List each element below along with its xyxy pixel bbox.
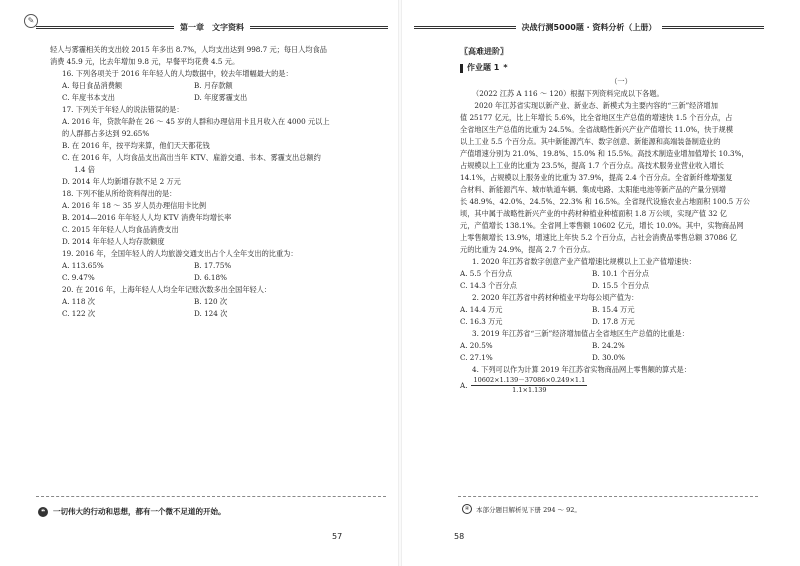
passage-line: 值 25177 亿元，比上年增长 5.6%，比全省地区生产总值的增速快 1.5 个百分点，占 — [460, 113, 733, 122]
source-line: （2022 江苏 A 116 ～ 120）根据下列资料完成以下各题。 — [472, 89, 664, 98]
option: B. 10.1 个百分点 — [592, 269, 649, 278]
book-title: 决战行测5000题 · 资料分析（上册） — [521, 22, 657, 32]
option: A. 2016 年，贷款年龄在 26 ～ 45 岁的人群和办理信用卡且月收入在 4000 元以上 — [62, 117, 330, 126]
option: D. 6.18% — [194, 273, 227, 282]
passage-line: 以上工业 5.5 个百分点。其中新能源汽车、数字创意、新能源和高端装备制造业的 — [460, 137, 721, 146]
question-17-stem: 17. 下列关于年轻人的说法错误的是： — [62, 105, 184, 114]
question-4-stem: 4. 下列可以作为计算 2019 年江苏省实物商品网上零售额的算式是： — [472, 365, 691, 374]
passage-line: 全省地区生产总值的比重为 24.5%。全省战略性新兴产业产值增长 11.0%，快于规模 — [460, 125, 734, 134]
question-18-stem: 18. 下列不能从所给资料得出的是： — [62, 189, 177, 198]
task-title — [460, 62, 782, 74]
motto — [38, 506, 226, 517]
option: B. 15.4 万元 — [592, 305, 635, 314]
passage — [460, 100, 782, 256]
question-4-option-a — [460, 376, 587, 395]
question-1-options — [460, 268, 782, 292]
section-title — [460, 46, 508, 58]
option: A. 2016 年 18 ～ 35 岁人员办理信用卡比例 — [62, 201, 207, 210]
intro-line: 消费 45.9 元，比去年增加 9.8 元，早餐平均花费 4.5 元。 — [50, 57, 240, 66]
option: D. 30.0% — [592, 353, 625, 362]
option: D. 124 次 — [194, 309, 228, 318]
page-number: 58 — [454, 532, 465, 541]
option: C. 122 次 — [62, 309, 96, 318]
passage-line: 产值增速分别为 21.0%、19.8%、15.0% 和 15.5%。高技术制造业增加值增长 10.3%， — [460, 149, 749, 158]
left-body — [50, 44, 380, 320]
question-17-options — [50, 116, 380, 188]
denominator: 1.1×1.139 — [512, 386, 547, 394]
option-continued: 的人群都占多达到 92.65% — [62, 129, 150, 138]
footer-divider — [36, 496, 386, 497]
option: C. 9.47% — [62, 273, 95, 282]
passage-line: 上零售额增长 13.9%，增速比上年快 5.2 个百分点，占社会消费品零售总额 37086 亿 — [460, 233, 737, 242]
option: A. 5.5 个百分点 — [460, 269, 513, 278]
passage-line: 14.1%，占规模以上服务业的比重为 37.9%，提高 2.4 个百分点。全省新纤维增强复 — [460, 173, 733, 182]
passage-line: 占规模以上工业的比重为 23.5%，提高 1.7 个百分点。高技术服务业营业收入增长 — [460, 161, 724, 170]
option: B. 120 次 — [194, 297, 228, 306]
bracket-open: 〖 — [460, 47, 468, 56]
bracket-close: 〗 — [500, 47, 508, 56]
option: C. 27.1% — [460, 353, 493, 362]
question-3-options — [460, 340, 782, 364]
option: B. 24.2% — [592, 341, 625, 350]
page-number: 57 — [332, 532, 343, 541]
fraction — [471, 376, 587, 395]
question-1-stem: 1. 2020 年江苏省数字创意产业产值增速比规模以上工业产值增速快： — [472, 257, 696, 266]
quote-icon: ❝ — [38, 507, 48, 517]
motto-text: 一切伟大的行动和思想，都有一个微不足道的开始。 — [53, 507, 226, 516]
passage-line: 长 48.9%、42.0%、24.5%、22.3% 和 16.5%。全省现代设施农业占地面积 100.5 万公 — [460, 197, 750, 206]
option: A. 113.65% — [62, 261, 104, 270]
option: B. 17.75% — [194, 261, 232, 270]
question-20-options — [50, 296, 380, 320]
intro-line: 轻人与雾霾相关的支出较 2015 年多出 8.7%，人均支出达到 998.7 元；每日人均食品 — [50, 45, 327, 54]
question-18-options — [50, 200, 380, 248]
chapter-title: 第一章 文字资料 — [180, 22, 244, 32]
footer-divider — [458, 496, 758, 497]
option: A. 118 次 — [62, 297, 95, 306]
option: A. 每日食品消费额 — [62, 81, 123, 90]
numerator: 10602×1.139－37086×0.249×1.1 — [473, 376, 586, 384]
question-19-stem: 19. 2016 年，全国年轻人的人均旅游交通支出占个人全年支出的比重为： — [62, 249, 298, 258]
task-title-text: 作业题 1 — [467, 63, 500, 72]
left-running-header — [36, 20, 388, 34]
right-page — [400, 0, 800, 566]
header-rule — [414, 26, 516, 29]
question-3-stem: 3. 2019 年江苏省“三新”经济增加值占全省地区生产总值的比重是： — [472, 329, 689, 338]
option: C. 16.3 万元 — [460, 317, 503, 326]
option: D. 15.5 个百分点 — [592, 281, 650, 290]
passage-line: 元的比重为 24.9%，提高 2.7 个百分点。 — [460, 245, 595, 254]
option: C. 在 2016 年，人均食品支出高出当年 KTV、雇游交通、书本、雾霾支出总额约 — [62, 153, 321, 162]
task-mark: * — [503, 63, 508, 72]
bookmark-icon: ✎ — [24, 14, 38, 28]
footnote-text: 本部分题目解析见下册 294 ～ 92。 — [476, 505, 581, 514]
question-20-stem: 20. 在 2016 年，上海年轻人人均全年记账次数多出全国年轻人： — [62, 285, 272, 294]
header-rule — [662, 26, 764, 29]
header-rule — [36, 26, 174, 29]
option: B. 月存款额 — [194, 81, 233, 90]
option: B. 2014—2016 年年轻人人均 KTV 消费年均增长率 — [62, 213, 232, 222]
section-title-text: 高难进阶 — [468, 47, 500, 56]
passage-line: 合材料、新能源汽车、城市轨道车辆、集成电路、太阳能电池等新产品的产量分别增 — [460, 185, 726, 194]
option: A. 20.5% — [460, 341, 493, 350]
right-body — [460, 44, 782, 395]
passage-line: 元，产值增长 138.1%。全省网上零售额 10602 亿元，增长 10.0%。其中，实物商品网 — [460, 221, 744, 230]
footnote — [462, 504, 581, 514]
header-rule — [250, 26, 388, 29]
footnote-marker: ④ — [462, 504, 472, 514]
option: D. 年度雾霾支出 — [194, 93, 248, 102]
option: C. 14.3 个百分点 — [460, 281, 517, 290]
part-label: （一） — [610, 77, 632, 86]
question-19-options — [50, 260, 380, 284]
question-16-options — [50, 80, 380, 104]
question-16-stem: 16. 下列各项关于 2016 年年轻人的人均数据中，较去年增幅最大的是： — [62, 69, 293, 78]
right-running-header — [414, 20, 764, 34]
passage-line: 2020 年江苏省实现以新产业、新业态、新模式为主要内容的“三新”经济增加 — [460, 101, 718, 110]
task-bar-icon — [460, 64, 463, 73]
option: C. 年度书本支出 — [62, 93, 115, 102]
option: D. 2014 年人均新增存款不足 2 万元 — [62, 177, 181, 186]
passage-line: 顷，其中属于战略性新兴产业的中药材种植业种植面积 1.8 万公顷，实现产值 32 亿 — [460, 209, 727, 218]
option-continued: 1.4 倍 — [74, 165, 95, 174]
option-label: A. — [460, 380, 468, 390]
option: D. 2014 年年轻人人均存款额度 — [62, 237, 165, 246]
option: A. 14.4 万元 — [460, 305, 503, 314]
option: B. 在 2016 年，按平均来算，他们天天都花钱 — [62, 141, 210, 150]
question-2-stem: 2. 2020 年江苏省中药材种植业平均每公顷产值为： — [472, 293, 639, 302]
question-2-options — [460, 304, 782, 328]
option: D. 17.8 万元 — [592, 317, 635, 326]
option: C. 2015 年年轻人人均食品消费支出 — [62, 225, 179, 234]
